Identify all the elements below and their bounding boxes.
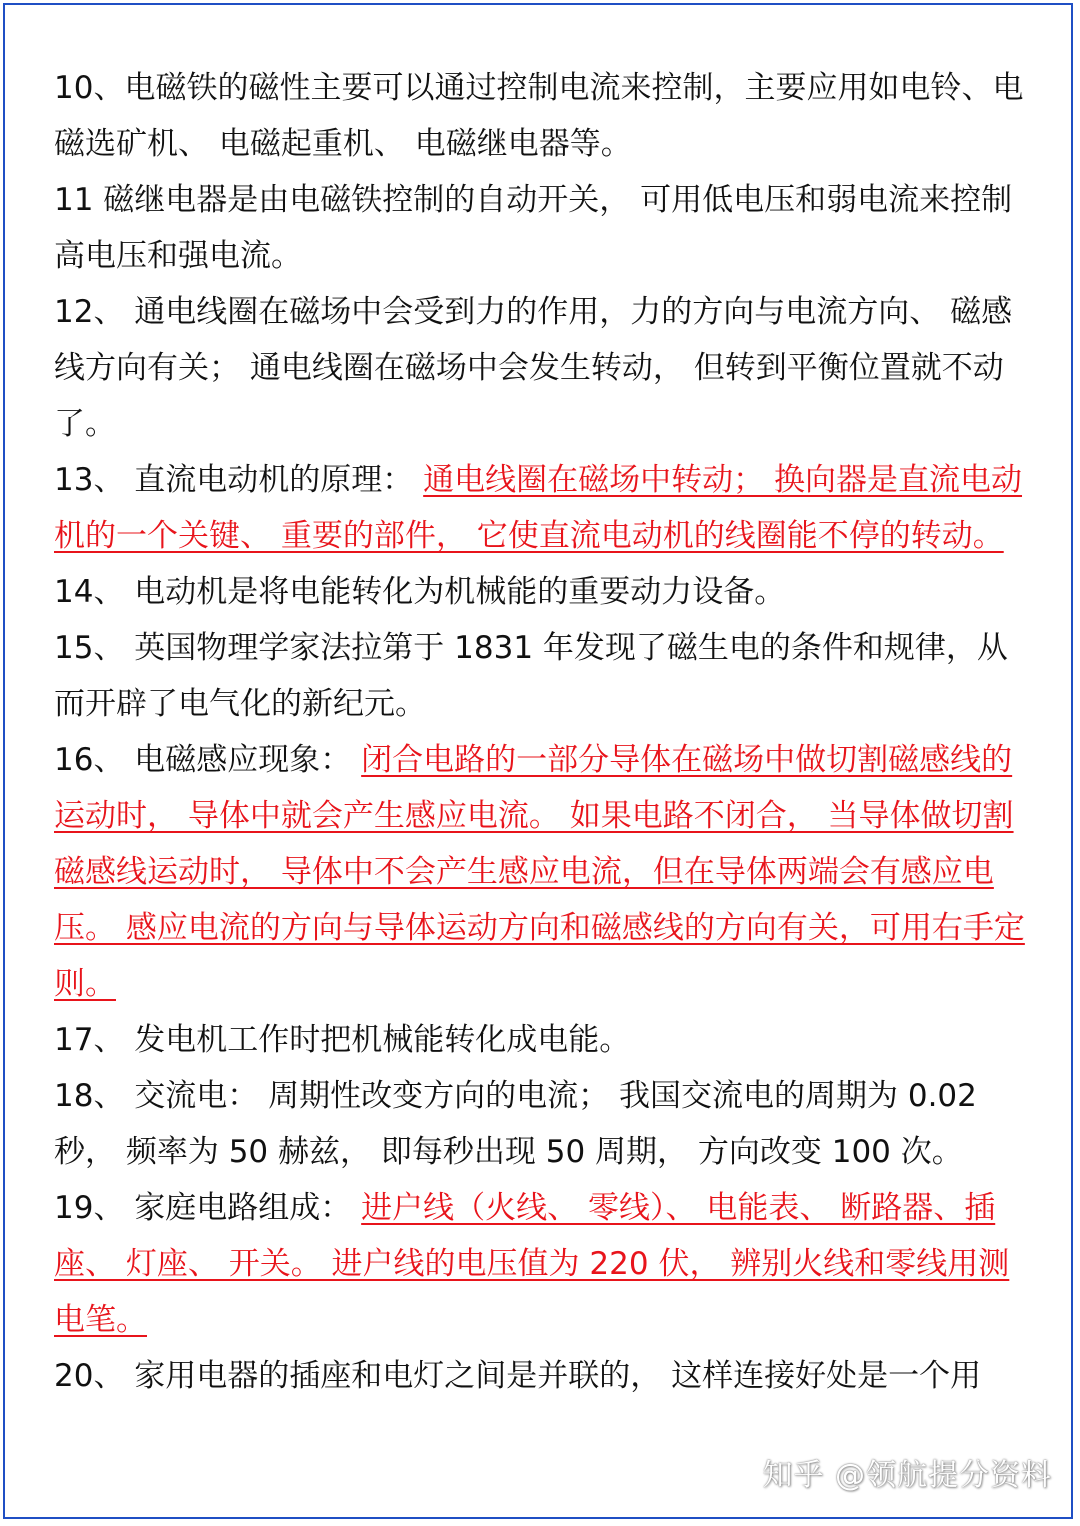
point-20 [54, 1348, 1030, 1404]
point-text: 10、电磁铁的磁性主要可以通过控制电流来控制，主要应用如电铃、电磁选矿机、 电磁起重机、 电磁继电器等。 [54, 70, 1024, 162]
point-13 [54, 452, 1030, 564]
point-text: 16、 电磁感应现象： [54, 742, 362, 778]
point-text: 11 磁继电器是由电磁铁控制的自动开关， 可用低电压和弱电流来控制高电压和强电流。 [54, 182, 1013, 274]
point-text: 12、 通电线圈在磁场中会受到力的作用，力的方向与电流方向、 磁感线方向有关； 通电线圈在磁场中会发生转动， 但转到平衡位置就不动了。 [54, 294, 1013, 442]
point-text: 19、 家庭电路组成： [54, 1190, 362, 1226]
point-18 [54, 1068, 1030, 1180]
point-highlight: 进户线（火线、 零线）、 电能表、 断路器、插座、 灯座、 开关。 进户线的电压值为 220 伏， 辨别火线和零线用测电笔。 [54, 1190, 1010, 1338]
point-19 [54, 1180, 1030, 1348]
point-text: 17、 发电机工作时把机械能转化成电能。 [54, 1022, 631, 1058]
point-10 [54, 60, 1030, 172]
point-text: 15、 英国物理学家法拉第于 1831 年发现了磁生电的条件和规律，从而开辟了电气化的新纪元。 [54, 630, 1008, 722]
point-11 [54, 172, 1030, 284]
point-highlight: 闭合电路的一部分导体在磁场中做切割磁感线的运动时， 导体中就会产生感应电流。 如果电路不闭合， 当导体做切割磁感线运动时， 导体中不会产生感应电流，但在导体两端会有感应电压。 感应电流的方向与导体运动方向和磁感线的方向有关，可用右手定则。 [54, 742, 1025, 1002]
point-17 [54, 1012, 1030, 1068]
point-15 [54, 620, 1030, 732]
point-14 [54, 564, 1030, 620]
point-text: 13、 直流电动机的原理： [54, 462, 424, 498]
point-12 [54, 284, 1030, 452]
point-text: 20、 家用电器的插座和电灯之间是并联的， 这样连接好处是一个用 [54, 1358, 982, 1394]
point-16 [54, 732, 1030, 1012]
watermark: 知乎 @领航提分资料 [762, 1458, 1052, 1493]
point-text: 14、 电动机是将电能转化为机械能的重要动力设备。 [54, 574, 786, 610]
point-highlight: 通电线圈在磁场中转动； 换向器是直流电动机的一个关键、 重要的部件， 它使直流电动机的线圈能不停的转动。 [54, 462, 1023, 554]
point-text: 18、 交流电： 周期性改变方向的电流； 我国交流电的周期为 0.02 秒， 频率为 50 赫兹， 即每秒出现 50 周期， 方向改变 100 次。 [54, 1078, 977, 1170]
document-body [54, 60, 1030, 1404]
